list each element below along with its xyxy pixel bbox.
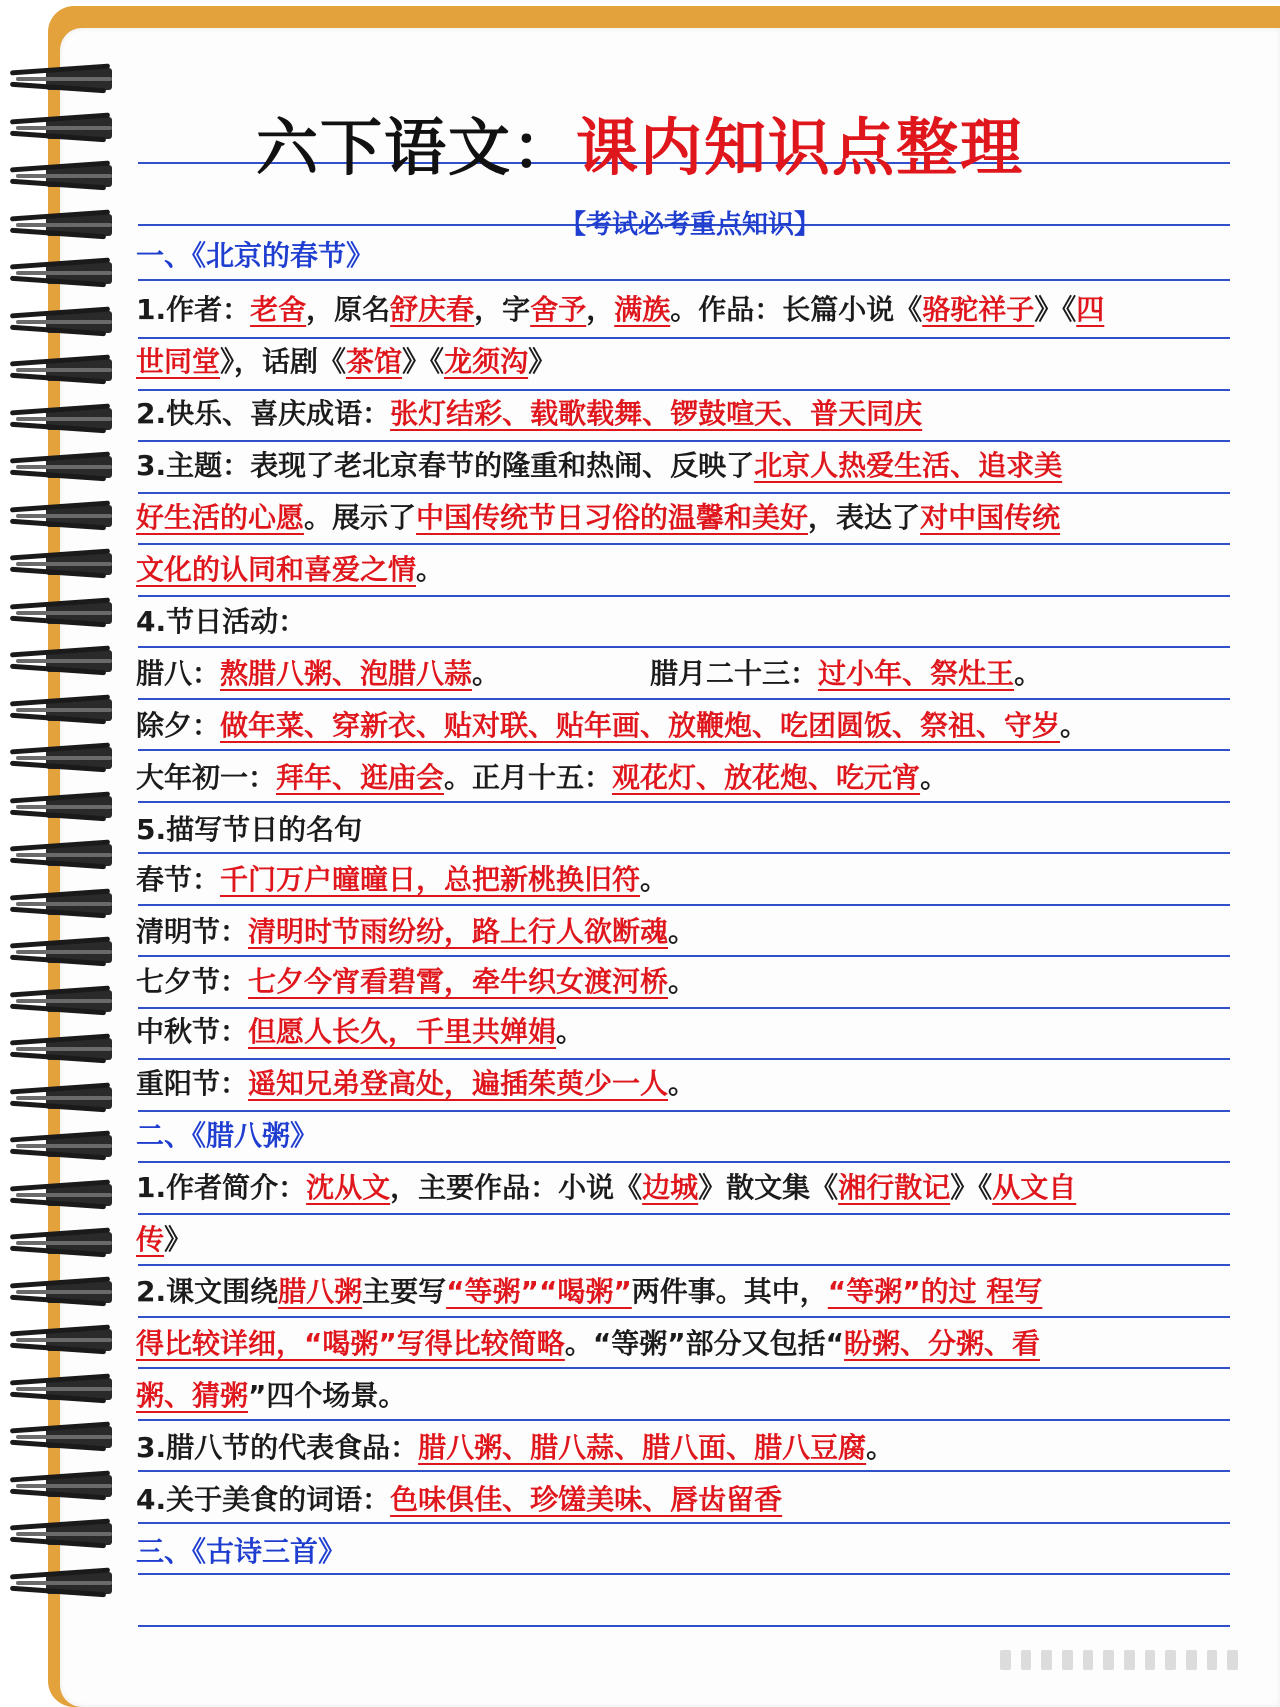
text-segment: 。作品：长篇小说《 — [670, 293, 923, 326]
page-indicator — [1000, 1648, 1238, 1672]
spiral-coil — [6, 1519, 114, 1549]
text-segment: 大年初一： — [136, 761, 277, 794]
key-term: 文化的认同和喜爱之情 — [136, 553, 417, 586]
key-term: 湘行散记 — [838, 1171, 951, 1204]
text-line — [136, 655, 1236, 693]
text-segment: 2.快乐、喜庆成语： — [136, 397, 391, 430]
spiral-coil — [6, 937, 114, 967]
key-term: 边城 — [642, 1171, 699, 1204]
text-line — [136, 499, 1236, 537]
key-term: 得比较详细，“喝粥”写得比较简略 — [136, 1327, 565, 1360]
ruled-line — [138, 646, 1230, 648]
key-term: 龙须沟 — [444, 345, 529, 378]
key-term: 张灯结彩、载歌载舞、锣鼓喧天、普天同庆 — [390, 397, 923, 430]
spiral-coil — [6, 549, 114, 579]
text-segment: 。 — [668, 1067, 697, 1100]
text-line — [136, 1533, 1236, 1571]
ruled-line — [138, 1470, 1230, 1472]
title-main: 课内知识点整理 — [576, 111, 1025, 184]
ruled-line — [138, 595, 1230, 597]
text-segment: 。展示了 — [304, 501, 417, 534]
key-term: 清明时节雨纷纷，路上行人欲断魂 — [248, 915, 669, 948]
ruled-line — [138, 1007, 1230, 1009]
spiral-coil — [6, 1034, 114, 1064]
text-line — [136, 861, 1236, 899]
section-heading: 一、《北京的春节》 — [136, 239, 375, 272]
ruled-line — [138, 1161, 1230, 1163]
key-term: 满族 — [614, 293, 671, 326]
ruled-line — [138, 1522, 1230, 1524]
ruled-line — [138, 543, 1230, 545]
text-segment: 3.腊八节的代表食品： — [136, 1431, 419, 1464]
key-term: 色味俱佳、珍馐美味、唇齿留香 — [390, 1483, 783, 1516]
spiral-coil — [6, 1277, 114, 1307]
section-heading: 三、《古诗三首》 — [136, 1535, 347, 1568]
text-segment: 》《 — [402, 345, 445, 378]
text-line — [136, 447, 1236, 485]
text-segment: 5.描写节日的名句 — [136, 813, 363, 846]
text-segment: 重阳节： — [136, 1067, 249, 1100]
ruled-line — [138, 389, 1230, 391]
spiral-coil — [6, 452, 114, 482]
text-segment: 。 — [920, 761, 949, 794]
text-segment: 清明节： — [136, 915, 249, 948]
page-subtitle: 【考试必考重点知识】 — [559, 210, 820, 240]
key-term: 对中国传统 — [920, 501, 1061, 534]
spiral-coil — [6, 1374, 114, 1404]
spiral-coil — [6, 1083, 114, 1113]
text-line — [136, 1169, 1236, 1207]
text-segment: 春节： — [136, 863, 221, 896]
text-segment: 。 — [866, 1431, 895, 1464]
ruled-line — [138, 440, 1230, 442]
text-line — [136, 913, 1236, 951]
key-term: 四 — [1076, 293, 1105, 326]
ruled-line — [138, 1213, 1230, 1215]
key-term: 腊八粥、腊八蒜、腊八面、腊八豆腐 — [418, 1431, 867, 1464]
key-term: 中国传统节日习俗的温馨和美好 — [416, 501, 809, 534]
text-segment: 1.作者： — [136, 293, 251, 326]
text-segment: 2.课文围绕 — [136, 1275, 279, 1308]
spiral-coil — [6, 1131, 114, 1161]
text-segment: 》 — [164, 1223, 193, 1256]
spiral-coil — [6, 646, 114, 676]
spiral-coil — [6, 355, 114, 385]
key-term: 观花灯、放花炮、吃元宵 — [612, 761, 921, 794]
text-segment: 腊月二十三： — [650, 657, 819, 690]
text-segment: 。“等粥”部分又包括“ — [564, 1327, 845, 1360]
key-term: 千门万户曈曈日，总把新桃换旧符 — [220, 863, 641, 896]
text-line — [136, 707, 1236, 745]
text-line — [136, 237, 1236, 275]
text-segment: 》，话剧《 — [220, 345, 347, 378]
text-segment: 中秋节： — [136, 1015, 249, 1048]
text-segment: 七夕节： — [136, 965, 249, 998]
spiral-coil — [6, 1325, 114, 1355]
key-term: 七夕今宵看碧霄，牵牛织女渡河桥 — [248, 965, 669, 998]
key-term: 过小年、祭灶王 — [818, 657, 1015, 690]
text-segment: 。正月十五： — [444, 761, 613, 794]
spiral-coil — [6, 986, 114, 1016]
text-segment: 。 — [1060, 709, 1089, 742]
ruled-line — [138, 1573, 1230, 1575]
text-line — [136, 1429, 1236, 1467]
text-segment: 两件事。其中， — [631, 1275, 828, 1308]
key-term: 沈从文 — [306, 1171, 391, 1204]
ruled-line — [138, 492, 1230, 494]
spiral-coil — [6, 1180, 114, 1210]
text-line — [136, 1273, 1236, 1311]
spiral-coil — [6, 404, 114, 434]
text-line — [136, 1013, 1236, 1051]
spiral-coil — [6, 64, 114, 94]
key-term: 北京人热爱生活、追求美 — [754, 449, 1063, 482]
spiral-coil — [6, 792, 114, 822]
spiral-coil — [6, 889, 114, 919]
text-segment: 1.作者简介： — [136, 1171, 307, 1204]
section-heading: 二、《腊八粥》 — [136, 1119, 319, 1152]
text-line — [136, 551, 1236, 589]
text-segment: 》《 — [1034, 293, 1077, 326]
spiral-coil — [6, 501, 114, 531]
text-segment: 。 — [472, 657, 501, 690]
key-term: 盼粥、分粥、看 — [844, 1327, 1041, 1360]
text-segment: 》散文集《 — [698, 1171, 839, 1204]
spiral-coil — [6, 1228, 114, 1258]
key-term: “等粥”“喝粥” — [446, 1275, 632, 1308]
text-line — [136, 1325, 1236, 1363]
ruled-line — [138, 337, 1230, 339]
spiral-coil — [6, 598, 114, 628]
text-segment: 。 — [556, 1015, 585, 1048]
text-line — [136, 603, 1236, 641]
text-segment: ， — [586, 293, 615, 326]
text-segment: 主要写 — [362, 1275, 447, 1308]
spiral-coil — [6, 307, 114, 337]
key-term: 遥知兄弟登高处，遍插茱萸少一人 — [248, 1067, 669, 1100]
text-segment: 。 — [640, 863, 669, 896]
ruled-line — [138, 852, 1230, 854]
ruled-line — [138, 279, 1230, 281]
text-segment: 3.主题：表现了老北京春节的隆重和热闹、反映了 — [136, 449, 755, 482]
key-term: 舒庆春 — [390, 293, 475, 326]
text-line — [136, 811, 1236, 849]
spiral-coil — [6, 743, 114, 773]
spiral-binding — [0, 64, 120, 1664]
ruled-line — [138, 801, 1230, 803]
ruled-line — [138, 1625, 1230, 1627]
text-segment: ，主要作品：小说《 — [390, 1171, 643, 1204]
ruled-line — [138, 698, 1230, 700]
text-line — [136, 1065, 1236, 1103]
spiral-coil — [6, 1568, 114, 1598]
text-segment: ”四个场景。 — [248, 1379, 407, 1412]
text-segment: 。 — [416, 553, 445, 586]
text-segment: 》 — [528, 345, 557, 378]
key-term: 好生活的心愿 — [136, 501, 305, 534]
text-line — [136, 1221, 1236, 1259]
key-term: 茶馆 — [346, 345, 403, 378]
text-line — [136, 291, 1236, 329]
key-term: “等粥”的过 程写 — [827, 1275, 1043, 1308]
text-segment: 4.关于美食的词语： — [136, 1483, 391, 1516]
text-line — [136, 759, 1236, 797]
ruled-line — [138, 955, 1230, 957]
text-line — [136, 343, 1236, 381]
ruled-line — [138, 1419, 1230, 1421]
spiral-coil — [6, 840, 114, 870]
ruled-line — [138, 1110, 1230, 1112]
title-prefix: 六下语文： — [255, 111, 576, 184]
text-line — [136, 395, 1236, 433]
key-term: 从文自 — [992, 1171, 1077, 1204]
text-segment: 腊八： — [136, 657, 221, 690]
text-segment: 。 — [1014, 657, 1043, 690]
key-term: 世同堂 — [136, 345, 221, 378]
key-term: 舍予 — [530, 293, 587, 326]
key-term: 熬腊八粥、泡腊八蒜 — [220, 657, 473, 690]
text-line — [136, 1377, 1236, 1415]
spiral-coil — [6, 258, 114, 288]
page-title — [0, 98, 1280, 187]
ruled-line — [138, 1058, 1230, 1060]
text-line — [136, 1481, 1236, 1519]
key-term: 做年菜、穿新衣、贴对联、贴年画、放鞭炮、吃团圆饭、祭祖、守岁 — [220, 709, 1061, 742]
key-term: 传 — [136, 1223, 165, 1256]
ruled-line — [138, 1264, 1230, 1266]
text-segment: ，原名 — [306, 293, 391, 326]
text-segment: 除夕： — [136, 709, 221, 742]
key-term: 拜年、逛庙会 — [276, 761, 445, 794]
key-term: 老舍 — [250, 293, 307, 326]
key-term: 粥、猜粥 — [136, 1379, 249, 1412]
ruled-line — [138, 1367, 1230, 1369]
text-segment: ，字 — [474, 293, 531, 326]
key-term: 骆驼祥子 — [922, 293, 1035, 326]
ruled-line — [138, 749, 1230, 751]
text-segment: 。 — [668, 915, 697, 948]
text-line — [136, 1117, 1236, 1155]
text-segment: 4.节日活动： — [136, 605, 307, 638]
text-segment: ，表达了 — [808, 501, 921, 534]
spiral-coil — [6, 1471, 114, 1501]
spiral-coil — [6, 695, 114, 725]
text-segment: 。 — [668, 965, 697, 998]
key-term: 但愿人长久，千里共婵娟 — [248, 1015, 557, 1048]
ruled-line — [138, 1316, 1230, 1318]
ruled-line — [138, 904, 1230, 906]
text-segment: 》《 — [950, 1171, 993, 1204]
key-term: 腊八粥 — [278, 1275, 363, 1308]
spiral-coil — [6, 1422, 114, 1452]
text-line — [136, 963, 1236, 1001]
